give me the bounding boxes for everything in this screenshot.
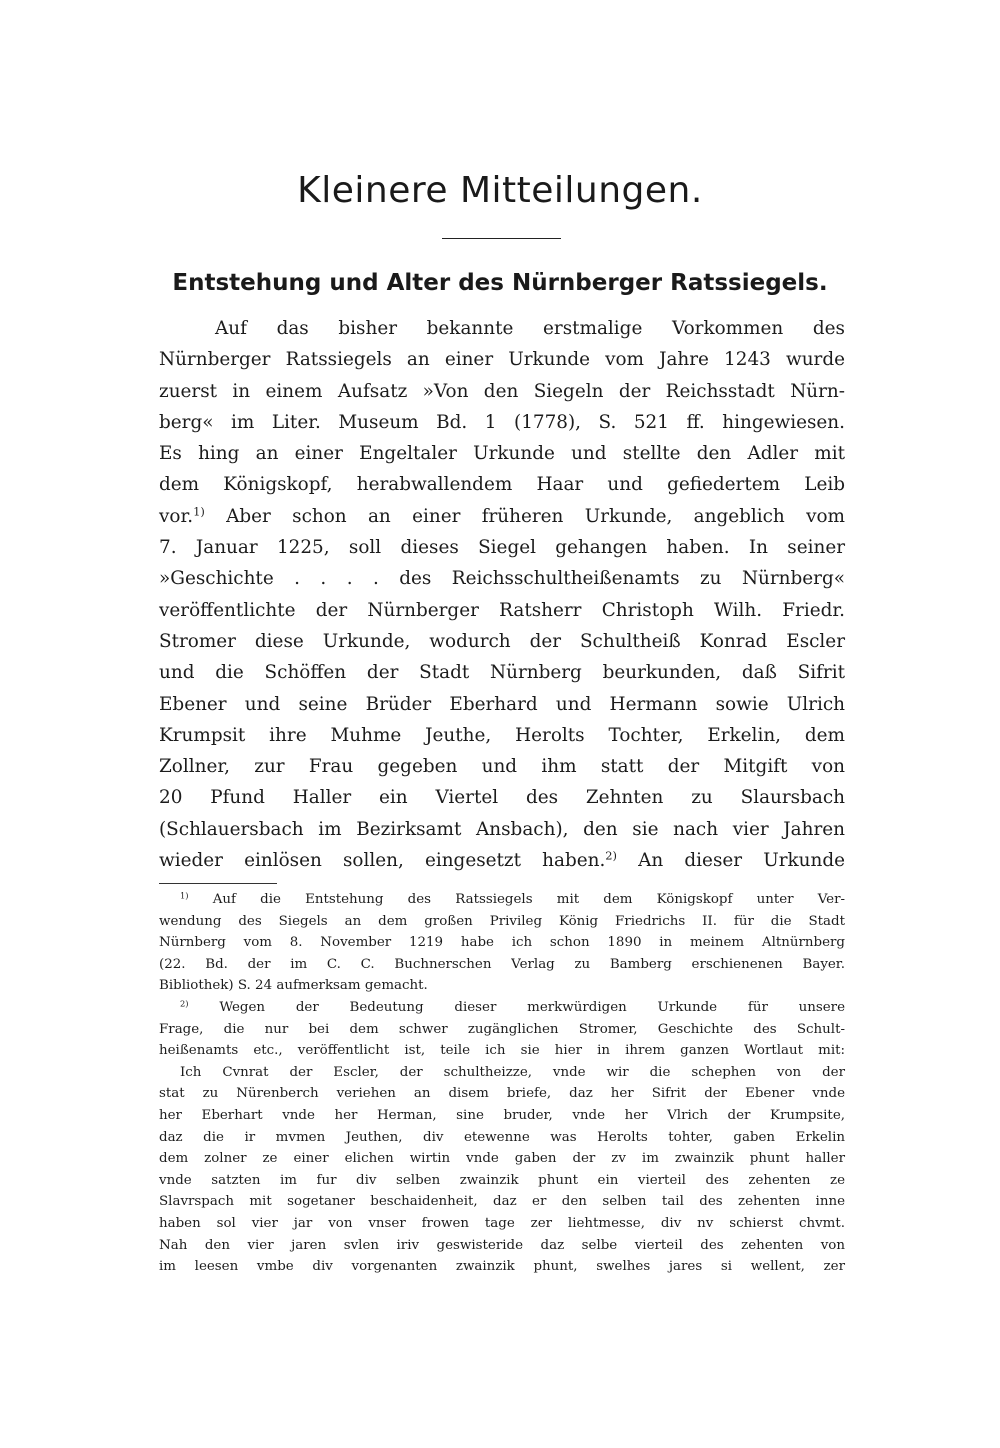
footnote-line-text: Wegen der Bedeutung dieser merkwürdigen Urkunde für unsere	[219, 999, 846, 1015]
body-line: dem Königskopf, herabwallendem Haar und gefiedertem Leib	[159, 474, 845, 496]
footnote-line: heißenamts etc., veröffentlicht ist, teile ich sie hier in ihrem ganzen Wortlaut mit:	[159, 1043, 845, 1059]
body-line: Auf das bisher bekannte erstmalige Vorkommen des	[215, 318, 845, 339]
body-line-part: vor.	[159, 505, 194, 527]
body-line	[159, 845, 845, 876]
body-line-part: wieder einlösen sollen, eingesetzt haben.	[159, 850, 606, 872]
footnote-line: daz die ir mvmen Jeuthen, div etewenne was Herolts tohter, gaben Erkelin	[159, 1129, 845, 1145]
footnote-marker-1: 1)	[180, 890, 189, 901]
footnotes	[159, 889, 845, 1278]
footnote-line: Bibliothek) S. 24 aufmerksam gemacht.	[159, 978, 428, 994]
title-divider	[442, 238, 561, 239]
body-line: Es hing an einer Engeltaler Urkunde und stellte den Adler mit	[159, 443, 845, 465]
body-line-part: Aber schon an einer früheren Urkunde, angeblich vom	[226, 505, 845, 527]
body-line: 20 Pfund Haller ein Viertel des Zehnten zu Slaursbach	[159, 787, 845, 809]
footnote-ref-2: 2)	[605, 848, 617, 863]
footnote-ref-1: 1)	[193, 504, 205, 519]
body-line: Krumpsit ihre Muhme Jeuthe, Herolts Tochter, Erkelin, dem	[159, 724, 845, 746]
footnote-line: her Eberhart vnde her Herman, sine bruder, vnde her Vlrich der Krumpsite,	[159, 1107, 845, 1123]
footnote-line: vnde satzten im fur div selben zwainzik phunt ein vierteil des zehenten ze	[159, 1172, 845, 1188]
footnote-line	[159, 889, 845, 911]
footnote-line: im leesen vmbe div vorgenanten zwainzik phunt, swelhes jares si wellent, zer	[159, 1259, 845, 1275]
body-line: Ebener und seine Brüder Eberhard und Hermann sowie Ulrich	[159, 693, 845, 715]
footnote-line: Nürnberg vom 8. November 1219 habe ich schon 1890 in meinem Altnürnberg	[159, 935, 845, 951]
body-line: (Schlauersbach im Bezirksamt Ansbach), den sie nach vier Jahren	[159, 818, 845, 840]
body-line: »Geschichte . . . . des Reichsschultheißenamts zu Nürnberg«	[159, 568, 845, 590]
body-line: Nürnberger Ratssiegels an einer Urkunde vom Jahre 1243 wurde	[159, 349, 845, 371]
footnote-line: dem zolner ze einer elichen wirtin vnde gaben der zv im zwainzik phunt haller	[159, 1151, 845, 1167]
footnote-line-text: Auf die Entstehung des Ratssiegels mit dem Königskopf unter Ver-	[212, 892, 845, 907]
footnote-marker-2: 2)	[180, 998, 189, 1009]
article-title: Entstehung und Alter des Nürnberger Ratssiegels.	[172, 270, 828, 296]
body-line	[159, 501, 845, 532]
footnote-divider	[159, 883, 277, 884]
section-title: Kleinere Mitteilungen.	[297, 170, 703, 211]
footnote-line: Ich Cvnrat der Escler, der schultheizze, vnde wir die schephen von der	[180, 1064, 845, 1080]
body-line: Zollner, zur Frau gegeben und ihm statt der Mitgift von	[159, 756, 845, 778]
footnote-line: Nah den vier jaren svlen iriv geswisteride daz selbe vierteil des zehenten von	[159, 1237, 845, 1253]
footnote-line: Slavrspach mit sogetaner beschaidenheit, daz er den selben tail des zehenten inne	[159, 1194, 845, 1210]
footnote-line: stat zu Nürenberch veriehen an disem briefe, daz her Sifrit der Ebener vnde	[159, 1086, 845, 1102]
footnote-line: Frage, die nur bei dem schwer zugänglichen Stromer, Geschichte des Schult-	[159, 1021, 845, 1037]
body-line: veröffentlichte der Nürnberger Ratsherr Christoph Wilh. Friedr.	[159, 599, 845, 621]
body-line: und die Schöffen der Stadt Nürnberg beurkunden, daß Sifrit	[159, 662, 845, 684]
footnote-line: (22. Bd. der im C. C. Buchnerschen Verlag zu Bamberg erschienenen Bayer.	[159, 956, 845, 972]
body-line: zuerst in einem Aufsatz »Von den Siegeln der Reichsstadt Nürn-	[159, 380, 845, 402]
body-line-part: An dieser Urkunde	[638, 850, 845, 872]
footnote-line: haben sol vier jar von vnser frowen tage zer liehtmesse, div nv schierst chvmt.	[159, 1215, 845, 1231]
body-line: 7. Januar 1225, soll dieses Siegel gehangen haben. In seiner	[159, 537, 845, 559]
body-line: berg« im Liter. Museum Bd. 1 (1778), S. 521 ff. hingewiesen.	[159, 411, 845, 433]
body-line: Stromer diese Urkunde, wodurch der Schultheiß Konrad Escler	[159, 630, 845, 652]
footnote-line	[159, 997, 845, 1019]
body-text	[159, 313, 845, 876]
footnote-line: wendung des Siegels an dem großen Privileg König Friedrichs II. für die Stadt	[159, 913, 845, 929]
